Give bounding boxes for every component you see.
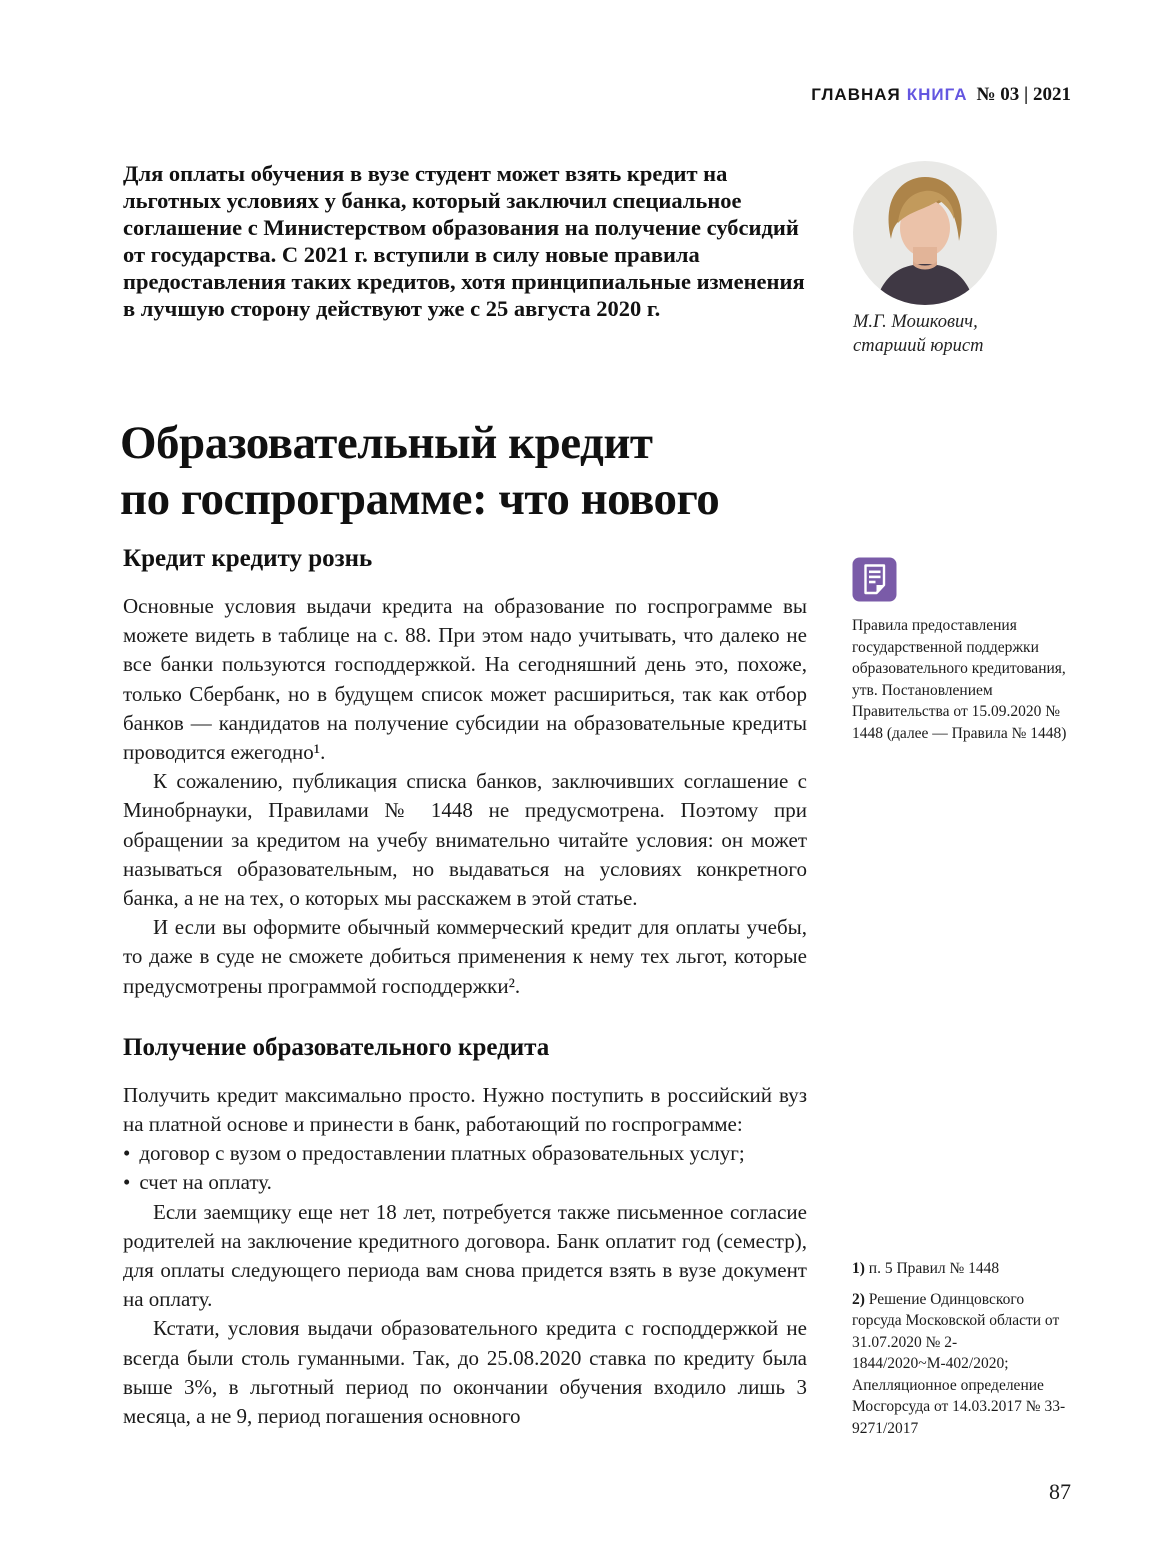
bullet-item [123,1139,807,1168]
article-body [123,545,807,1431]
paragraph: И если вы оформите обычный коммерческий кредит для оплаты учебы, то даже в суде не сможете добиться применения к нему тех льгот, которые предусмотрены программой господдержки². [123,915,807,998]
section-heading-2: Получение образовательного кредита [123,1033,550,1061]
brand-word-kniga: КНИГА [906,85,968,104]
paragraph: Получить кредит максимально просто. Нужно поступить в российский вуз на платной основе и принести в банк, работающий по госпрограмме: [123,1082,807,1137]
article-title [120,415,970,527]
author-name: М.Г. Мошкович, [853,312,978,332]
paragraph: Кстати, условия выдачи образовательного кредита с господдержкой не всегда были столь гуманными. Так, до 25.08.2020 ставка по кредиту была выше 3%, в льготный период по окончании обучения входило лишь 3 месяца, а не 9, период погашения основного [123,1316,807,1429]
footnote [852,1258,1066,1280]
author-portrait-illustration [853,161,997,305]
footnote-text: п. 5 Правил № 1448 [868,1260,1000,1277]
author-photo [853,161,997,305]
lead-paragraph: Для оплаты обучения в вузе студент может взять кредит на льготных условиях у банка, который заключил специальное соглашение с Министерством образования на получение субсидий от государства. С 2021 г. вступили в силу новые правила предоставления таких кредитов, хотя принципиальные изменения в лучшую сторону действуют уже с 25 августа 2020 г. [123,161,805,321]
footnote-number: 2) [852,1290,865,1308]
author-role: старший юрист [853,336,984,356]
article-title-line2: по госпрограмме: что нового [120,473,720,526]
magazine-header [811,84,1071,106]
section-heading-1: Кредит кредиту рознь [123,545,373,572]
bullet-icon: • [123,1141,131,1166]
footnote-number: 1) [852,1260,865,1277]
footnote [852,1289,1066,1440]
bullet-text: счет на оплату. [139,1170,272,1195]
document-icon [852,557,897,602]
sidebar-note [852,557,1080,744]
brand-word-glavnaya: ГЛАВНАЯ [811,85,901,104]
bullet-text: договор с вузом о предоставлении платных образовательных услуг; [139,1141,745,1166]
paragraph: Если заемщику еще нет 18 лет, потребуется также письменное согласие родителей на заключение кредитного договора. Банк оплатит год (семестр), для оплаты следующего периода вам снова придется взять в вузе документ на оплату. [123,1199,807,1312]
author-credit [853,310,984,358]
article-title-line1: Образовательный кредит [120,417,653,470]
brand-logo [811,85,967,105]
footnote-text: Решение Одинцовского горсуда Московской области от 31.07.2020 № 2-1844/2020~М-402/2020; Апелляционное определение Мосгорсуда от 14.03.2017 № 33-9271/2017 [852,1290,1066,1437]
page-number: 87 [1049,1479,1071,1504]
bullet-icon: • [123,1170,131,1195]
sidebar-note-text: Правила предоставления государственной поддержки образовательного кредитования, утв. Постановлением Правительства от 15.09.2020 № 1448 (далее — Правила № 1448) [852,617,1067,742]
bullet-item [123,1168,807,1197]
paragraph: Основные условия выдачи кредита на образование по госпрограмме вы можете видеть в таблице на с. 88. При этом надо учитывать, что далеко не все банки пользуются господдержкой. На сегодняшний день это, похоже, только Сбербанк, но в будущем список может расшириться, так как отбор банков — кандидатов на получение субсидии на образовательные кредиты проводится ежегодно¹. [123,594,807,765]
footnotes [852,1258,1066,1448]
issue-number: № 03 | 2021 [976,84,1071,105]
paragraph: К сожалению, публикация списка банков, заключивших соглашение с Минобрнауки, Правилами № 1448 не предусмотрена. Поэтому при обращении за кредитом на учебу внимательно читайте условия: он может называться образовательным, но выдаваться на условиях конкретного банка, а не на тех, о которых мы расскажем в этой статье. [123,769,807,911]
